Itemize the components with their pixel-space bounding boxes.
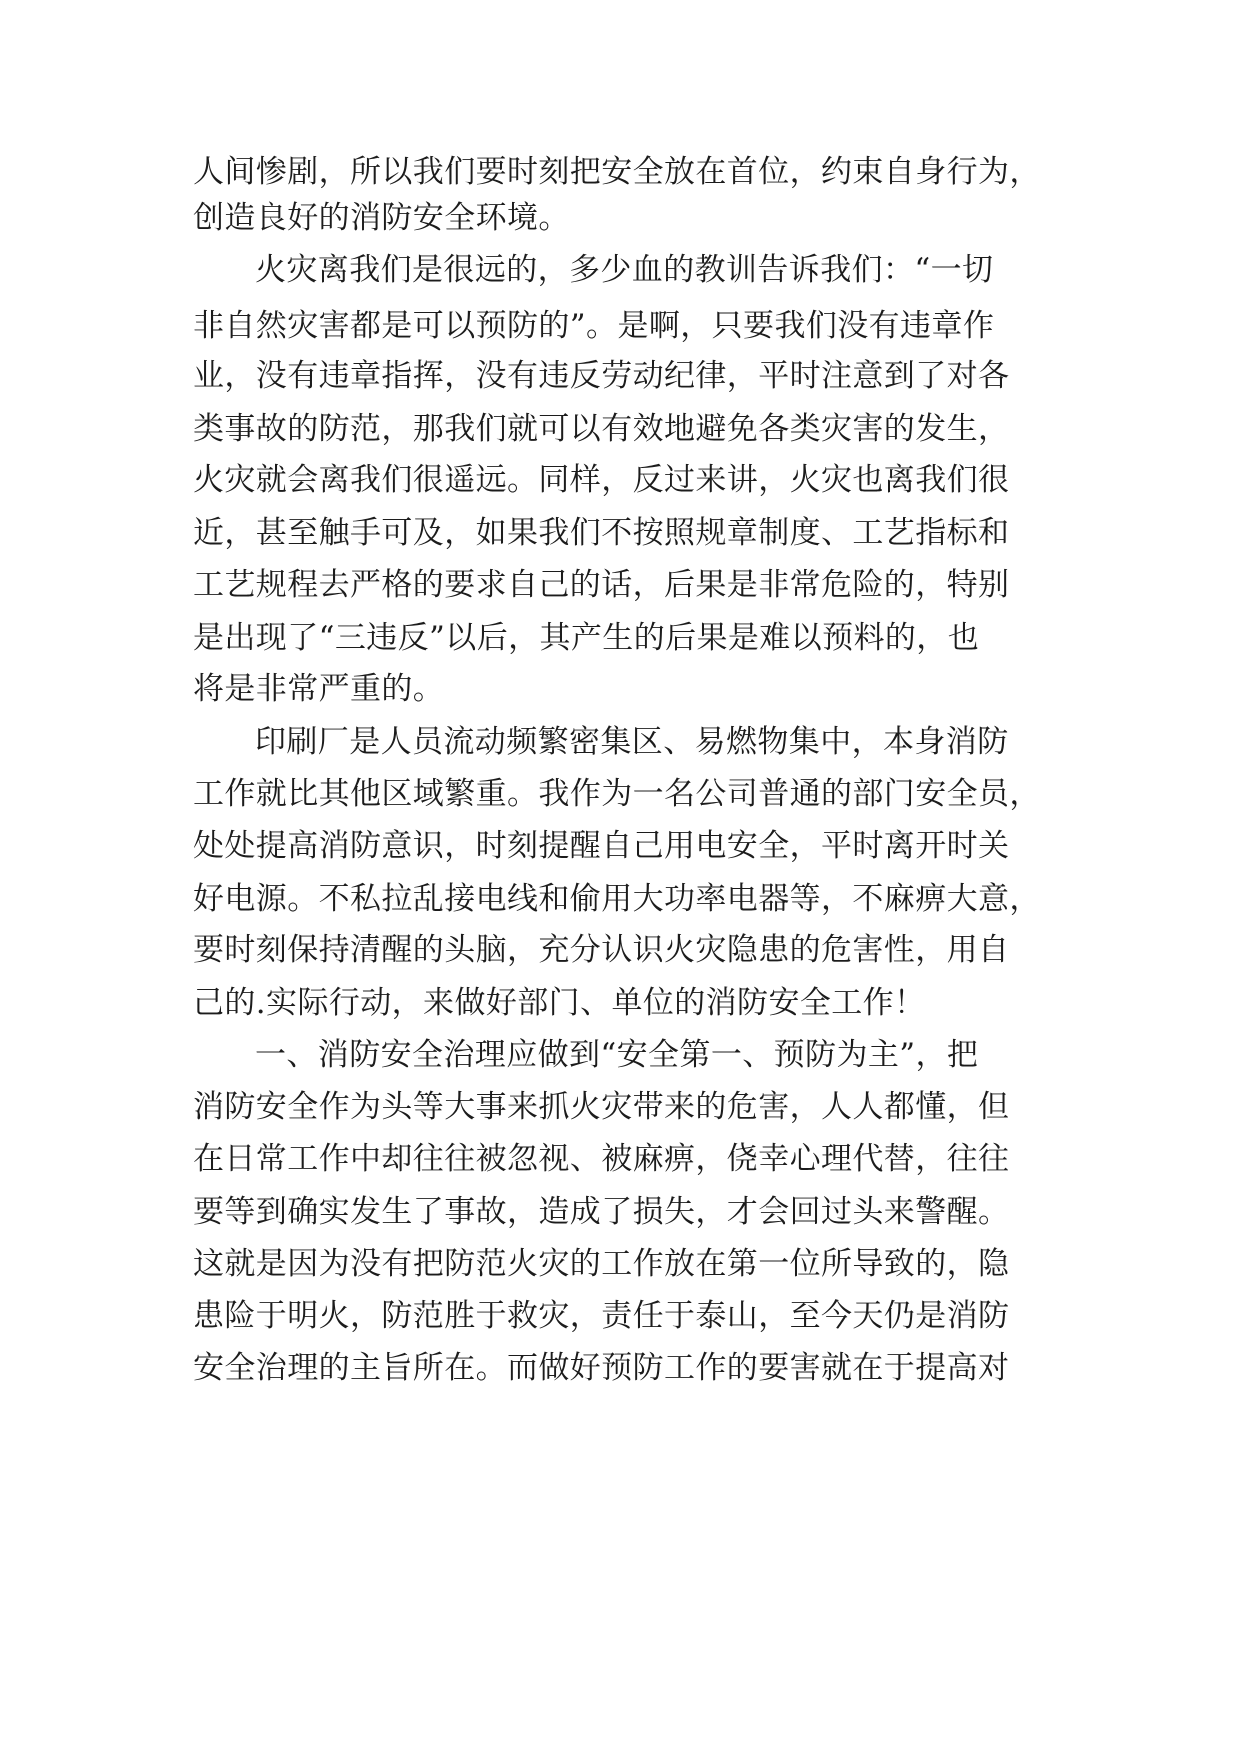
text-line: 创造良好的消防安全环境。 — [193, 200, 570, 236]
text-line: 消防安全作为头等大事来抓火灾带来的危害，人人都懂，但 — [193, 1089, 1010, 1125]
text-line: 患险于明火，防范胜于救灾，责任于泰山，至今天仍是消防 — [193, 1298, 1010, 1334]
text-line: 类事故的防范，那我们就可以有效地避免各类灾害的发生， — [193, 411, 1010, 447]
text-line: 将是非常严重的。 — [193, 671, 445, 707]
text-line: 己的.实际行动，来做好部门、单位的消防安全工作！ — [193, 985, 926, 1021]
text-line: 是出现了“三违反”以后，其产生的后果是难以预料的，也 — [193, 620, 980, 656]
text-line: 要时刻保持清醒的头脑，充分认识火灾隐患的危害性，用自 — [193, 932, 1010, 968]
text-line: 处处提高消防意识，时刻提醒自己用电安全，平时离开时关 — [193, 828, 1010, 864]
text-line: 近，甚至触手可及，如果我们不按照规章制度、工艺指标和 — [193, 515, 1010, 551]
text-line: 人间惨剧，所以我们要时刻把安全放在首位，约束自身行为， — [193, 154, 1041, 190]
text-line: 业，没有违章指挥，没有违反劳动纪律，平时注意到了对各 — [193, 358, 1010, 394]
text-line: 好电源。不私拉乱接电线和偷用大功率电器等，不麻痹大意， — [193, 881, 1041, 917]
text-line: 安全治理的主旨所在。而做好预防工作的要害就在于提高对 — [193, 1350, 1010, 1386]
text-line: 这就是因为没有把防范火灾的工作放在第一位所导致的，隐 — [193, 1246, 1010, 1282]
text-line: 火灾就会离我们很遥远。同样，反过来讲，火灾也离我们很 — [193, 462, 1010, 498]
text-line: 要等到确实发生了事故，造成了损失，才会回过头来警醒。 — [193, 1194, 1010, 1230]
paragraph-first-line: 一、消防安全治理应做到“安全第一、预防为主”，把 — [255, 1037, 979, 1073]
text-line: 非自然灾害都是可以预防的”。是啊，只要我们没有违章作 — [193, 308, 995, 344]
paragraph-first-line: 印刷厂是人员流动频繁密集区、易燃物集中，本身消防 — [255, 724, 1009, 760]
text-line: 工艺规程去严格的要求自己的话，后果是非常危险的，特别 — [193, 567, 1010, 603]
text-line: 工作就比其他区域繁重。我作为一名公司普通的部门安全员， — [193, 776, 1041, 812]
text-line: 在日常工作中却往往被忽视、被麻痹，侥幸心理代替，往往 — [193, 1141, 1010, 1177]
paragraph-first-line: 火灾离我们是很远的，多少血的教训告诉我们：“一切 — [255, 252, 994, 288]
